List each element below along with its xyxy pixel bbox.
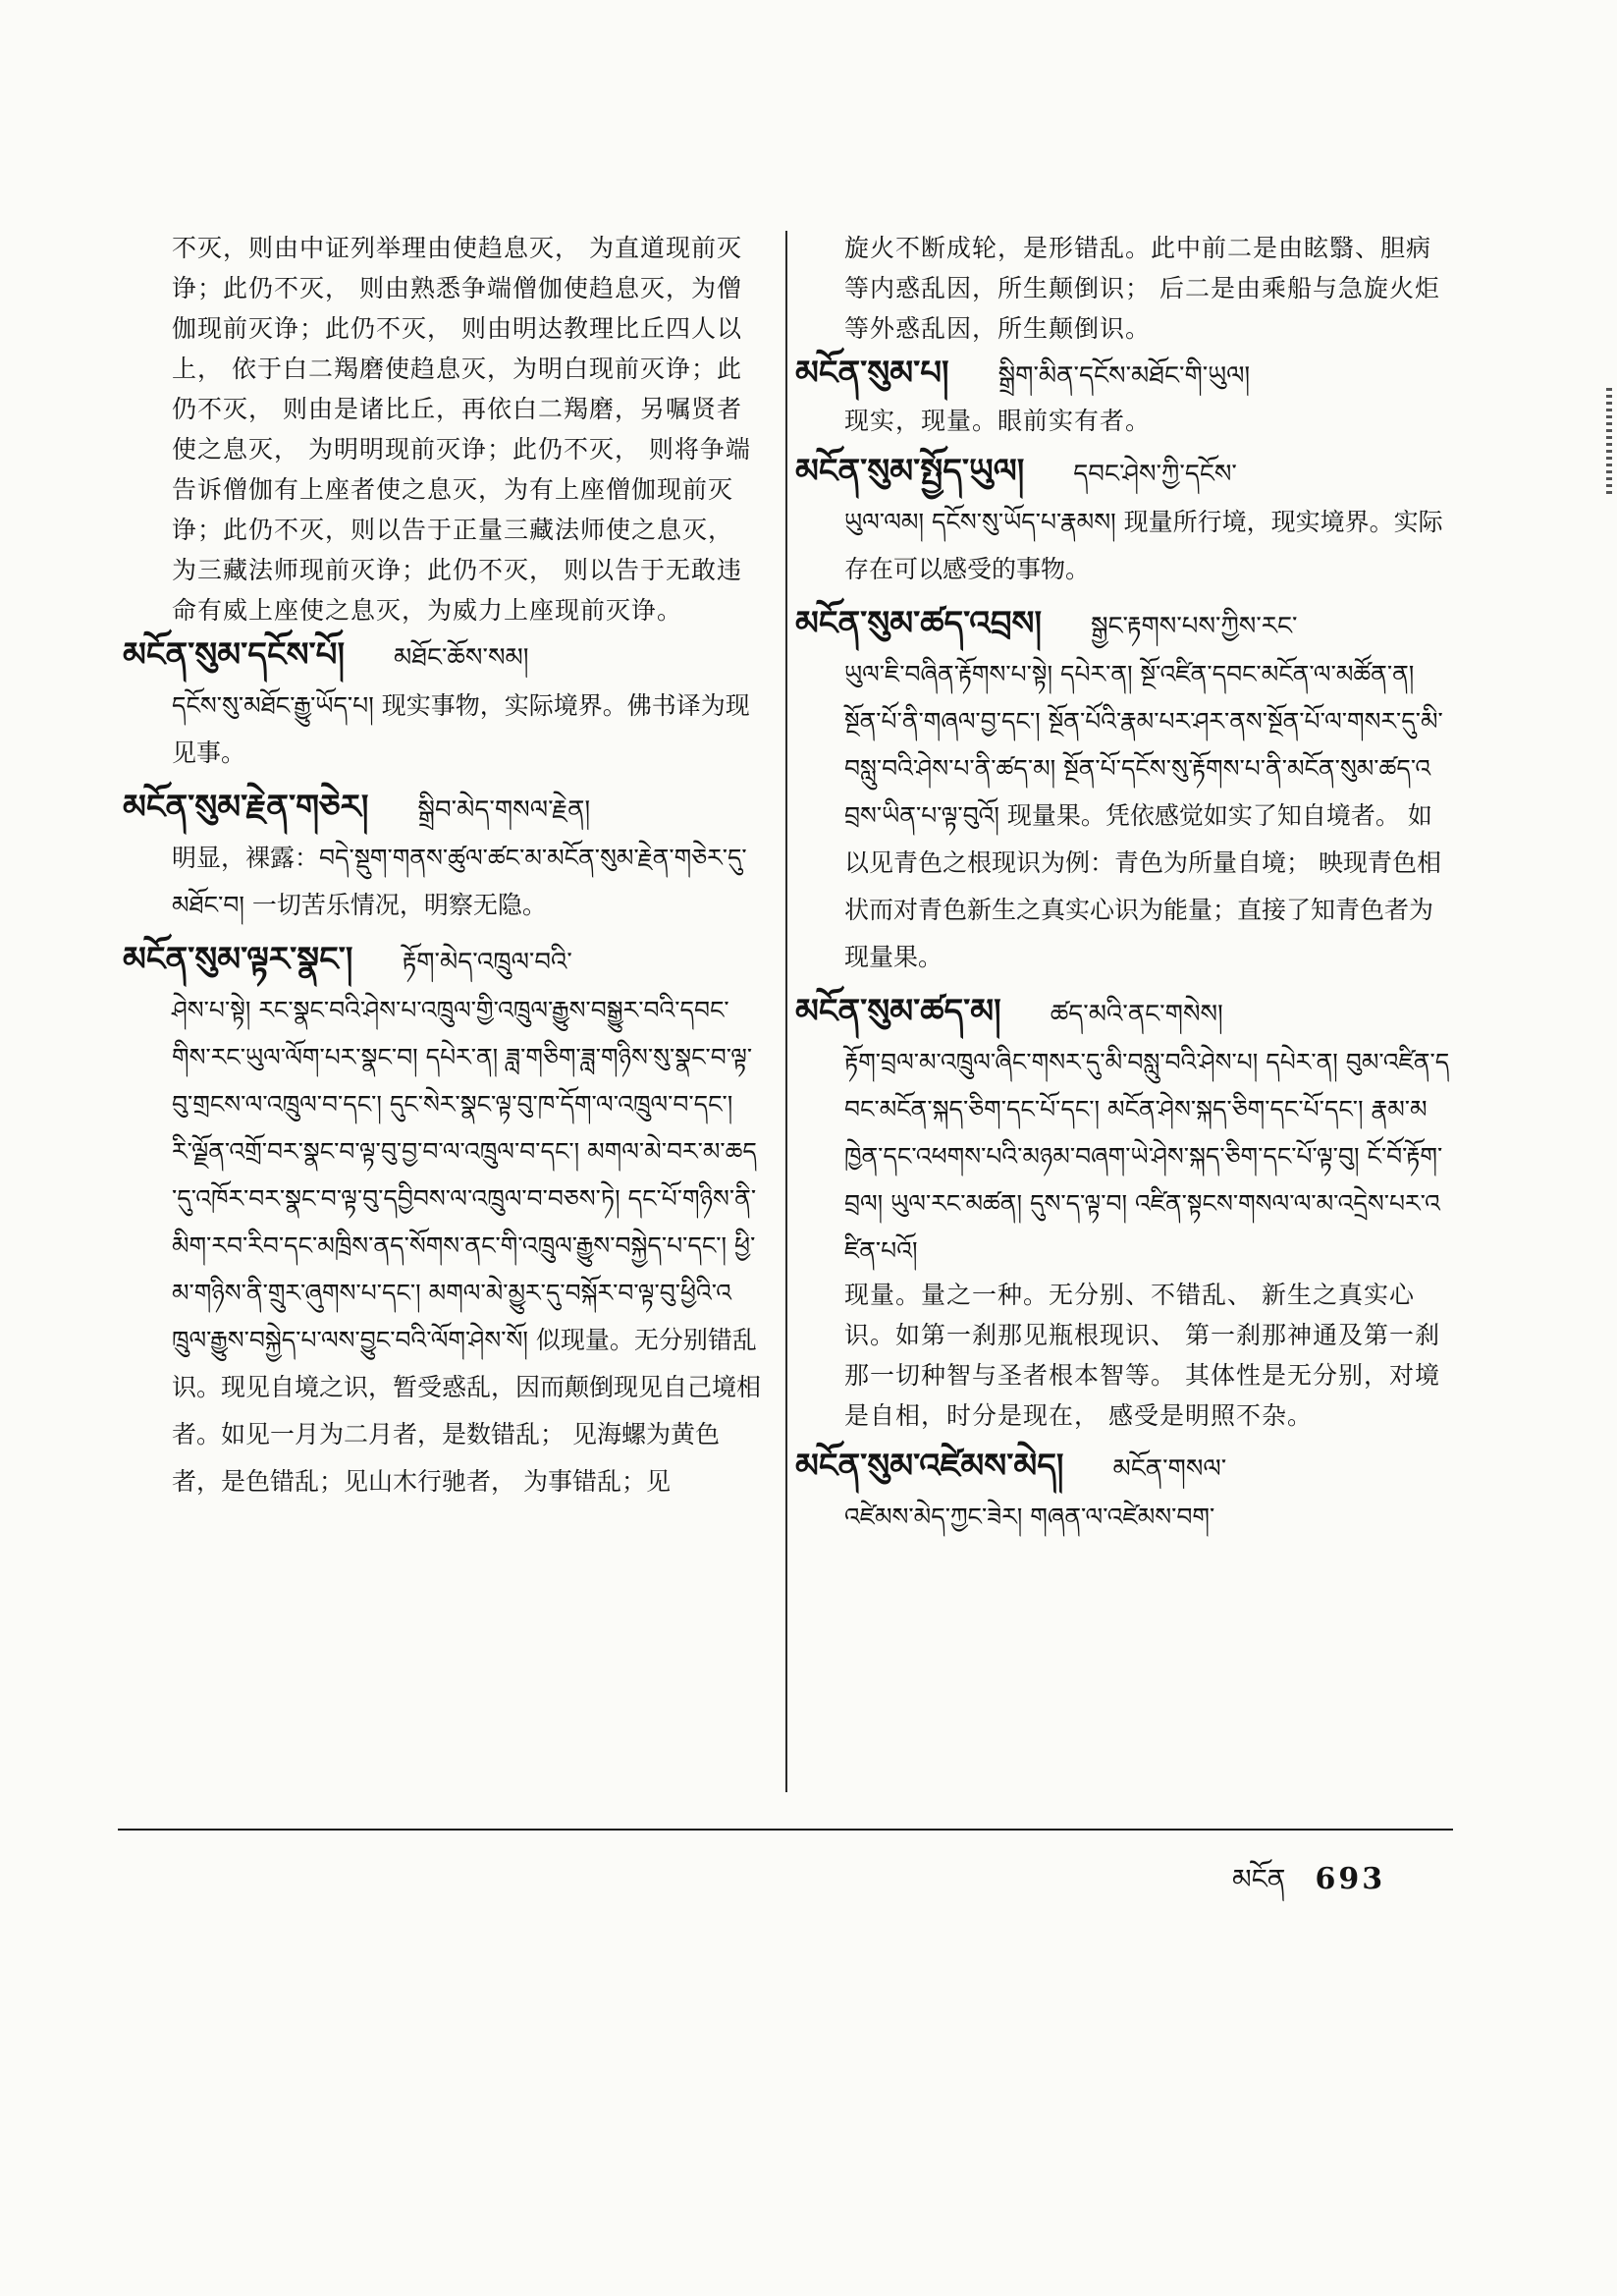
entry-headword bbox=[123, 935, 761, 987]
entry-headword bbox=[795, 1442, 1453, 1494]
entry-rjen-gcer bbox=[123, 783, 761, 929]
headword-text: མངོན་སུམ་སྤྱོད་ཡུལ། bbox=[795, 452, 1025, 491]
scan-edge-marks bbox=[1606, 388, 1612, 496]
entry-tibetan-text: ཡུལ་ལམ། དངོས་སུ་ཡོད་པ་རྣམས། bbox=[844, 508, 1116, 536]
entry-ltar-snang bbox=[123, 935, 762, 1505]
headword-text: མངོན་སུམ་ཚད་འབྲས། bbox=[795, 604, 1042, 643]
entry-tibetan-text: བདེ་སྡུག་གནས་ཚུལ་ཚང་མ་མངོན་སུམ་རྗེན་གཅེར་དུ་མཐོང་བ། bbox=[172, 844, 747, 919]
entry-tibetan-text: དངོས་སུ་མཐོང་རྒྱུ་ཡོད་པ། bbox=[172, 691, 374, 720]
headword-gloss: སྒྲིག་མིན་དངོས་མཐོང་གི་ཡུལ། bbox=[997, 361, 1251, 391]
headword-gloss: སྒྲིབ་མེད་གསལ་རྗེན། bbox=[417, 795, 591, 825]
running-word: མངོན bbox=[1232, 1863, 1286, 1895]
headword-gloss: དབང་ཤེས་ཀྱི་དངོས་ bbox=[1073, 460, 1237, 489]
entry-chinese-text: 现量果。凭依感觉如实了知自境者。 如以见青色之根现识为例：青色为所量自境； 映现青色相状而对青色新生之真实心识为能量；直接了知青色者为现量果。 bbox=[844, 801, 1441, 971]
page-number: 693 bbox=[1315, 1862, 1386, 1896]
entry-tshad-bras bbox=[795, 599, 1453, 981]
entry-tshad-ma bbox=[795, 987, 1453, 1436]
right-intro-continuation: 旋火不断成轮，是形错乱。此中前二是由眩翳、胆病等内惑乱因，所生颠倒识； 后二是由乘船与急旋火炬等外惑乱因，所生颠倒识。 bbox=[844, 234, 1440, 343]
entry-dzems-med bbox=[795, 1442, 1453, 1541]
headword-gloss: རྟོག་མེད་འཁྲུལ་བའི་ bbox=[402, 948, 572, 977]
entry-headword bbox=[795, 987, 1453, 1039]
headword-gloss: སྒྱང་རྟགས་པས་ཀྱིས་རང་ bbox=[1091, 612, 1298, 641]
entry-spyod-yul bbox=[795, 447, 1453, 593]
headword-gloss: མངོན་གསལ་ bbox=[1112, 1454, 1227, 1484]
entry-chinese-text: 现量。量之一种。无分别、不错乱、 新生之真实心识。如第一刹那见瓶根现识、 第一刹那神通及第一刹那一切种智与圣者根本智等。 其体性是无分别，对境是自相，时分是现在， 感受是明照不杂。 bbox=[844, 1281, 1440, 1430]
entry-chinese-text: 似现量。无分别错乱识。现见自境之识，暂受惑乱，因而颠倒现见自己境相者。如见一月为二月者，是数错乱； 见海螺为黄色者，是色错乱；见山木行驰者， 为事错乱；见 bbox=[172, 1326, 762, 1496]
headword-text: མངོན་སུམ་འཛེམས་མེད། bbox=[795, 1447, 1064, 1486]
footer-rule bbox=[118, 1829, 1453, 1831]
entry-headword bbox=[795, 447, 1453, 499]
entry-chinese-text: 一切苦乐情况，明察无隐。 bbox=[251, 891, 547, 919]
entry-tibetan-text: ཡུལ་ཇི་བཞིན་རྟོགས་པ་སྟེ། དཔེར་ན། སྔོ་འཛིན་དབང་མངོན་ལ་མཚོན་ན། སྔོན་པོ་ནི་གཞལ་བྱ་དང་། སྔོན་པོའི་རྣམ་པར་ཤར་ནས་སྔོན་པོ་ལ་གསར་དུ་མི་བསླུ་བའི་ཤེས་པ་ནི་ཚད་མ། སྔོན་པོ་དངོས་སུ་རྟོགས་པ་ནི་མངོན་སུམ་ཚད་འབྲས་ཡིན་པ་ལྟ་བུའོ། bbox=[844, 660, 1443, 830]
headword-text: མངོན་སུམ་པ། bbox=[795, 354, 949, 393]
entry-headword bbox=[123, 783, 761, 835]
entry-chinese-text: 现实，现量。眼前实有者。 bbox=[844, 407, 1152, 435]
page-footer bbox=[1232, 1848, 1385, 1926]
headword-text: མངོན་སུམ་རྗེན་གཅེར། bbox=[123, 788, 369, 827]
left-column bbox=[123, 228, 762, 1511]
entry-tibetan-text: འཛེམས་མེད་ཀྱང་ཟེར། གཞན་ལ་འཛེམས་བག་ bbox=[844, 1503, 1215, 1531]
entry-mngon-sum-pa bbox=[795, 349, 1453, 441]
headword-gloss: ཚད་མའི་ནང་གསེས། bbox=[1050, 1000, 1223, 1029]
left-intro-continuation: 不灭，则由中证列举理由使趋息灭， 为直道现前灭诤；此仍不灭， 则由熟悉争端僧伽使趋息灭，为僧伽现前灭诤；此仍不灭， 则由明达教理比丘四人以上， 依于白二羯磨使趋息灭，为明白现前灭诤；此仍不灭， 则由是诸比丘，再依白二羯磨，另嘱贤者使之息灭， 为明明现前灭诤；此仍不灭， 则将争端告诉僧伽有上座者使之息灭，为有上座僧伽现前灭诤；此仍不灭，则以告于正量三藏法师使之息灭， 为三藏法师现前灭诤；此仍不灭， 则以告于无敢违命有威上座使之息灭，为威力上座现前灭诤。 bbox=[172, 234, 751, 625]
entry-headword bbox=[123, 630, 761, 683]
headword-text: མངོན་སུམ་ལྟར་སྣང་། bbox=[123, 940, 353, 979]
entry-chinese-text: 现量所行境，现实境界。实际存在可以感受的事物。 bbox=[844, 508, 1443, 583]
entry-headword bbox=[795, 599, 1453, 651]
entry-tibetan-text: ཤེས་པ་སྟེ། རང་སྣང་བའི་ཤེས་པ་འཁྲུལ་གྱི་འཁྲུལ་རྒྱུས་བསྒྱུར་བའི་དབང་གིས་རང་ཡུལ་ལོག་པར་སྣང་བ། དཔེར་ན། ཟླ་གཅིག་ཟླ་གཉིས་སུ་སྣང་བ་ལྟ་བུ་གྲངས་ལ་འཁྲུལ་བ་དང་། དུང་སེར་སྣང་ལྟ་བུ་ཁ་དོག་ལ་འཁྲུལ་བ་དང་། རི་ལྗོན་འགྲོ་བར་སྣང་བ་ལྟ་བུ་བྱ་བ་ལ་འཁྲུལ་བ་དང་། མགལ་མེ་བར་མ་ཆད་དུ་འཁོར་བར་སྣང་བ་ལྟ་བུ་དབྱིབས་ལ་འཁྲུལ་བ་བཅས་ཏེ། དང་པོ་གཉིས་ནི་མིག་རབ་རིབ་དང་མཁྲིས་ནད་སོགས་ནང་གི་འཁྲུལ་རྒྱུས་བསྐྱེད་པ་དང་། ཕྱི་མ་གཉིས་ནི་གྲུར་ཞུགས་པ་དང་། མགལ་མེ་མྱུར་དུ་བསྐོར་བ་ལྟ་བུ་ཕྱིའི་འཁྲུལ་རྒྱུས་བསྐྱེད་པ་ལས་བྱུང་བའི་ལོག་ཤེས་སོ། bbox=[172, 996, 757, 1354]
headword-gloss: མཐོང་ཆོས་སམ། bbox=[394, 643, 529, 673]
entry-headword bbox=[795, 349, 1453, 401]
entry-chinese-prefix: 明显，裸露： bbox=[172, 844, 320, 872]
column-divider bbox=[785, 231, 787, 1792]
right-column bbox=[795, 228, 1453, 1547]
headword-text: མངོན་སུམ་ཚད་མ། bbox=[795, 992, 1001, 1031]
headword-text: མངོན་སུམ་དངོས་པོ། bbox=[123, 635, 345, 675]
entry-dngos-po bbox=[123, 630, 761, 777]
entry-chinese-text: 现实事物，实际境界。佛书译为现见事。 bbox=[172, 691, 750, 767]
entry-tibetan-text: རྟོག་བྲལ་མ་འཁྲུལ་ཞིང་གསར་དུ་མི་བསླུ་བའི་ཤེས་པ། དཔེར་ན། བུམ་འཛིན་དབང་མངོན་སྐད་ཅིག་དང་པོ་དང་། མངོན་ཤེས་སྐད་ཅིག་དང་པོ་དང་། རྣམ་མཁྱེན་དང་འཕགས་པའི་མཉམ་བཞག་ཡེ་ཤེས་སྐད་ཅིག་དང་པོ་ལྟ་བུ། ངོ་བོ་རྟོག་བྲལ། ཡུལ་རང་མཚན། དུས་ད་ལྟ་བ། འཛིན་སྟངས་གསལ་ལ་མ་འདྲེས་པར་འཛིན་པའོ། bbox=[844, 1048, 1450, 1265]
